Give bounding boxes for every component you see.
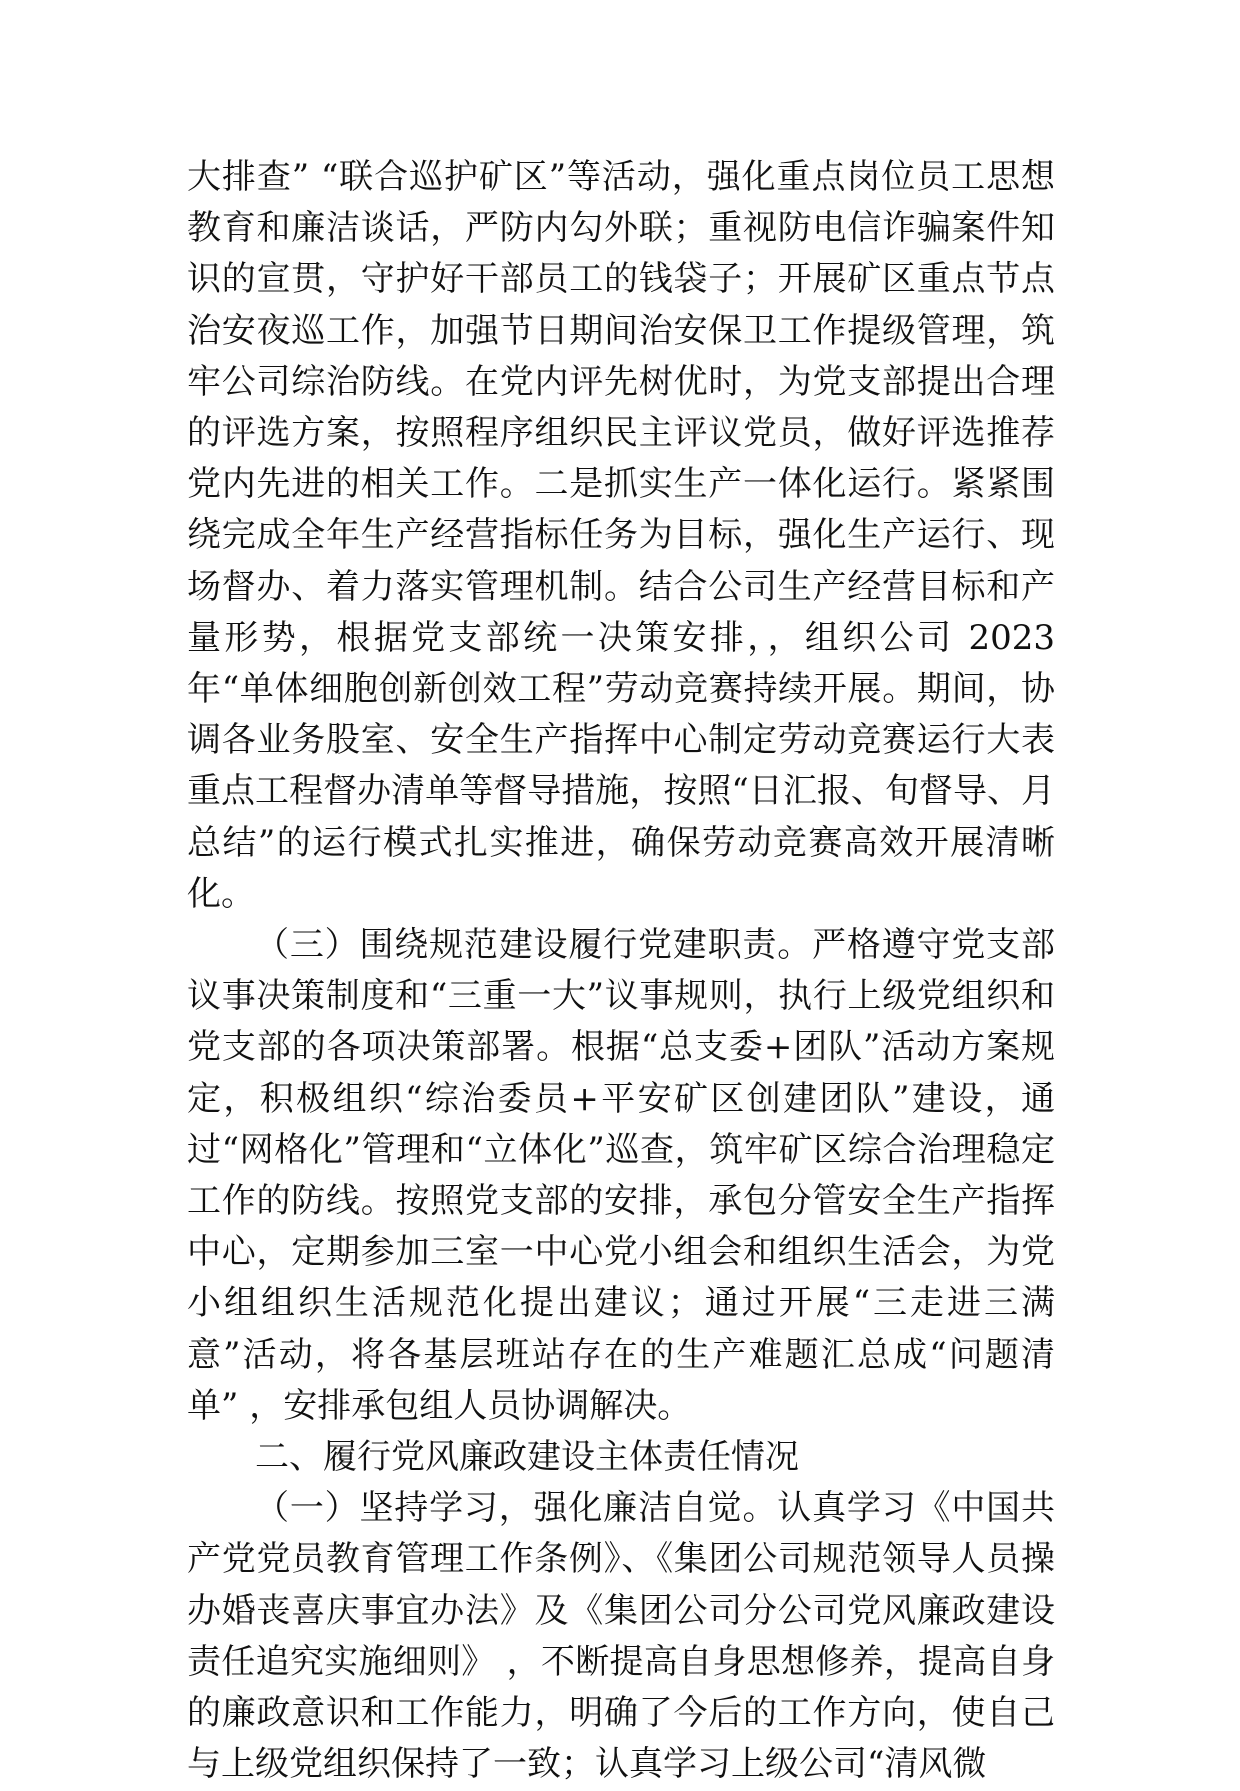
paragraph-study-integrity: （一）坚持学习，强化廉洁自觉。认真学习《中国共产党党员教育管理工作条例》、《集团公司规范领导人员操办婚丧喜庆事宜办法》及《集团公司分公司党风廉政建设责任追究实施细则》 ，不断提高自身思想修养，提高自身的廉政意识和工作能力，明确了今后的工作方向，使自己与上级党组织保持了一致；认真学习上级公司“清风微 — [187, 1488, 1055, 1785]
document-body — [187, 152, 1055, 1791]
paragraph-continued-activities: 大排查” “联合巡护矿区”等活动，强化重点岗位员工思想教育和廉洁谈话，严防内勾外联；重视防电信诈骗案件知识的宣贯，守护好干部员工的钱袋子；开展矿区重点节点治安夜巡工作，加强节日期间治安保卫工作提级管理，筑牢公司综治防线。在党内评先树优时，为党支部提出合理的评选方案，按照程序组织民主评议党员，做好评选推荐党内先进的相关工作。二是抓实生产一体化运行。紧紧围绕完成全年生产经营指标任务为目标，强化生产运行、现场督办、着力落实管理机制。结合公司生产经营目标和产量形势，根据党支部统一决策安排，，组织公司 2023 年“单体细胞创新创效工程”劳动竞赛持续开展。期间，协调各业务股室、安全生产指挥中心制定劳动竞赛运行大表重点工程督办清单等督导措施，按照“日汇报、旬督导、月总结”的运行模式扎实推进，确保劳动竞赛高效开展清晰化。 — [187, 157, 1055, 914]
section-heading-integrity-responsibility: 二、履行党风廉政建设主体责任情况 — [255, 1437, 799, 1478]
paragraph-party-building-duties: （三）围绕规范建设履行党建职责。严格遵守党支部议事决策制度和“三重一大”议事规则，执行上级党组织和党支部的各项决策部署。根据“总支委+团队”活动方案规定，积极组织“综治委员+平安矿区创建团队”建设，通过“网格化”管理和“立体化”巡查，筑牢矿区综合治理稳定工作的防线。按照党支部的安排，承包分管安全生产指挥中心，定期参加三室一中心党小组会和组织生活会，为党小组组织生活规范化提出建议；通过开展“三走进三满意”活动，将各基层班站存在的生产难题汇总成“问题清单” ，安排承包组人员协调解决。 — [187, 925, 1055, 1426]
